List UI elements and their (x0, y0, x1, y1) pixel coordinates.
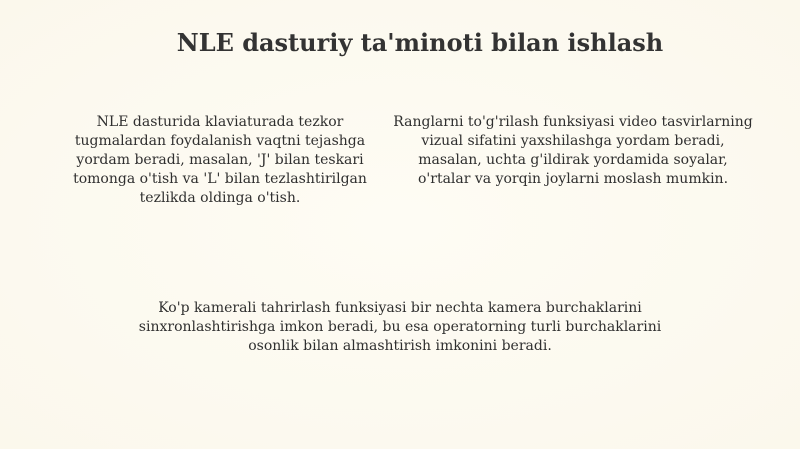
paragraph-color-correction: Ranglarni to'g'rilash funksiyasi video tasvirlarning vizual sifatini yaxshilashga yordam beradi, masalan, uchta g'ildirak yordamida soyalar, o'rtalar va yorqin joylarni moslash mumkin. (393, 114, 753, 187)
paragraph-shortcuts: NLE dasturida klaviaturada tezkor tugmalardan foydalanish vaqtni tejashga yordam beradi, masalan, 'J' bilan teskari tomonga o'tish va 'L' bilan tezlashtirilgan tezlikda oldinga o'tish. (73, 114, 367, 206)
paragraph-multicam: Ko'p kamerali tahrirlash funksiyasi bir nechta kamera burchaklarini sinxronlashtirishga imkon beradi, bu esa operatorning turli burchaklarini osonlik bilan almashtirish imkonini beradi. (138, 300, 662, 354)
slide-title: NLE dasturiy ta'minoti bilan ishlash (176, 28, 664, 57)
